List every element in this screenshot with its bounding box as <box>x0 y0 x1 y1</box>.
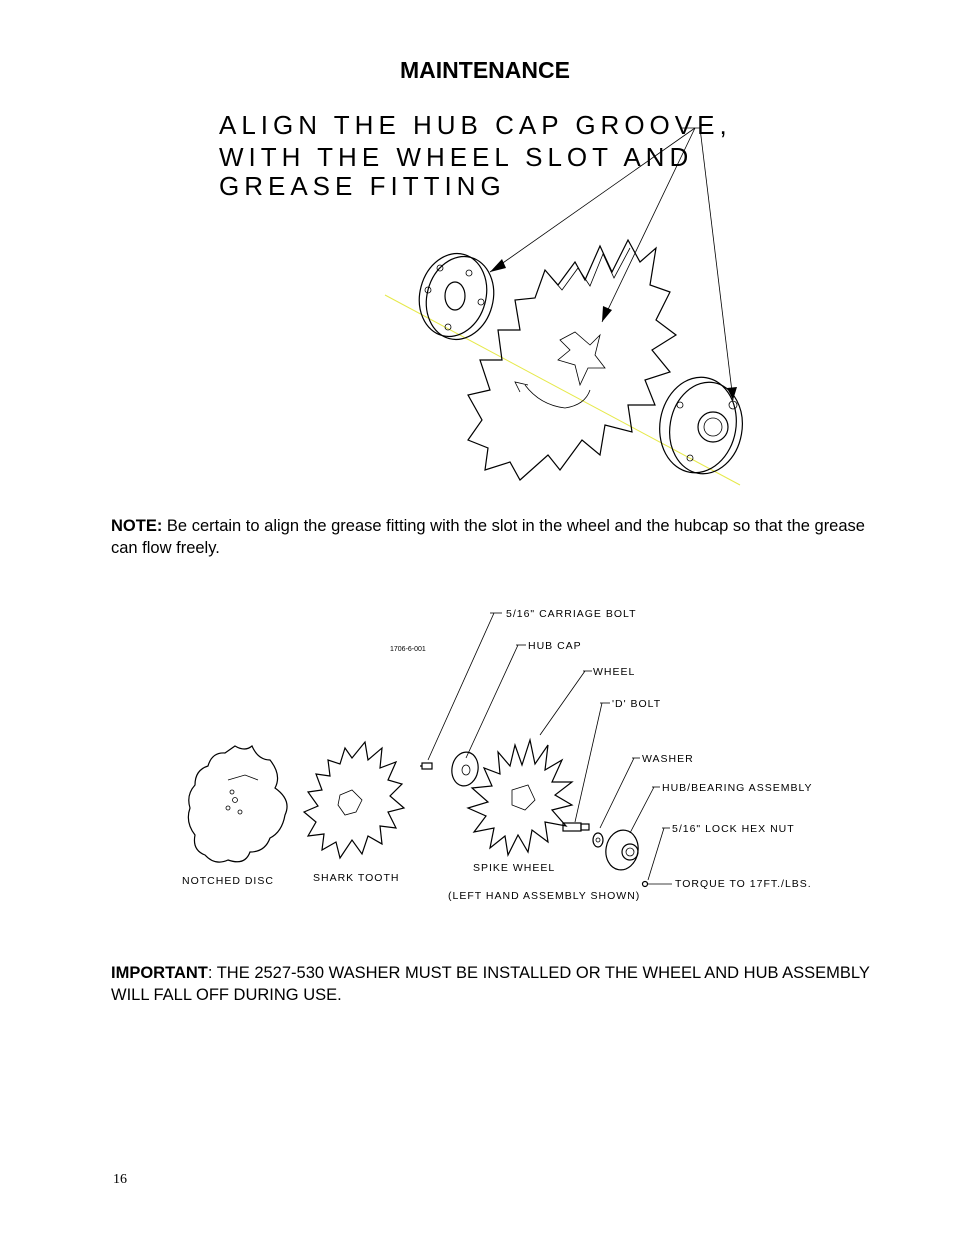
callout-hub-cap <box>466 640 582 758</box>
callout-hub-bearing-label: HUB/BEARING ASSEMBLY <box>662 782 813 794</box>
drawing-number: 1706-6-001 <box>390 646 426 653</box>
callout-torque-label: TORQUE TO 17FT./LBS. <box>675 878 812 890</box>
hub-bearing-small-drawing <box>603 828 641 873</box>
callout-lock-hex-nut <box>648 823 795 880</box>
page-number: 16 <box>113 1172 127 1187</box>
notched-disc-drawing <box>188 746 287 862</box>
important-paragraph <box>111 962 871 1006</box>
axis-centerline <box>385 295 740 485</box>
callout-lock-hex-nut-label: 5/16" LOCK HEX NUT <box>672 823 795 835</box>
callout-hub-cap-label: HUB CAP <box>528 640 582 652</box>
callout-carriage-bolt <box>428 608 637 760</box>
carriage-bolt-drawing <box>420 763 432 769</box>
note-text: Be certain to align the grease fitting with the slot in the wheel and the hubcap so that the grease can flow freely. <box>111 517 865 557</box>
important-label: IMPORTANT <box>111 964 208 982</box>
callout-d-bolt-label: 'D' BOLT <box>612 698 662 710</box>
page-title: MAINTENANCE <box>400 57 570 83</box>
important-text: : THE 2527-530 WASHER MUST BE INSTALLED OR THE WHEEL AND HUB ASSEMBLY WILL FALL OFF DURING USE. <box>111 964 870 1004</box>
figure1-caption-line-3: GREASE FITTING <box>219 171 506 201</box>
washer-drawing <box>593 833 603 847</box>
shark-tooth-small-drawing <box>304 742 404 858</box>
note-paragraph <box>111 515 871 559</box>
lock-nut-drawing <box>643 882 648 887</box>
shark-tooth-label: SHARK TOOTH <box>313 872 400 884</box>
hub-cap-drawing <box>410 246 502 347</box>
spike-wheel-label: SPIKE WHEEL <box>473 862 556 874</box>
figure1-caption-line-2: WITH THE WHEEL SLOT AND <box>219 142 694 172</box>
callout-torque <box>648 878 812 890</box>
note-label: NOTE: <box>111 517 163 535</box>
callout-washer-label: WASHER <box>642 753 694 765</box>
callout-wheel-label: WHEEL <box>593 666 636 678</box>
shark-tooth-wheel-drawing <box>468 240 676 480</box>
figure-hubcap-alignment <box>219 110 749 485</box>
spike-wheel-drawing <box>468 740 572 855</box>
figure1-caption-line-1: ALIGN THE HUB CAP GROOVE, <box>219 110 732 140</box>
notched-disc-label: NOTCHED DISC <box>182 875 274 887</box>
hub-cap-small-drawing <box>449 750 481 788</box>
assembly-note-label: (LEFT HAND ASSEMBLY SHOWN) <box>448 890 641 902</box>
d-bolt-drawing <box>563 823 589 831</box>
callout-carriage-bolt-label: 5/16" CARRIAGE BOLT <box>506 608 637 620</box>
figure-exploded-assembly <box>182 608 813 902</box>
